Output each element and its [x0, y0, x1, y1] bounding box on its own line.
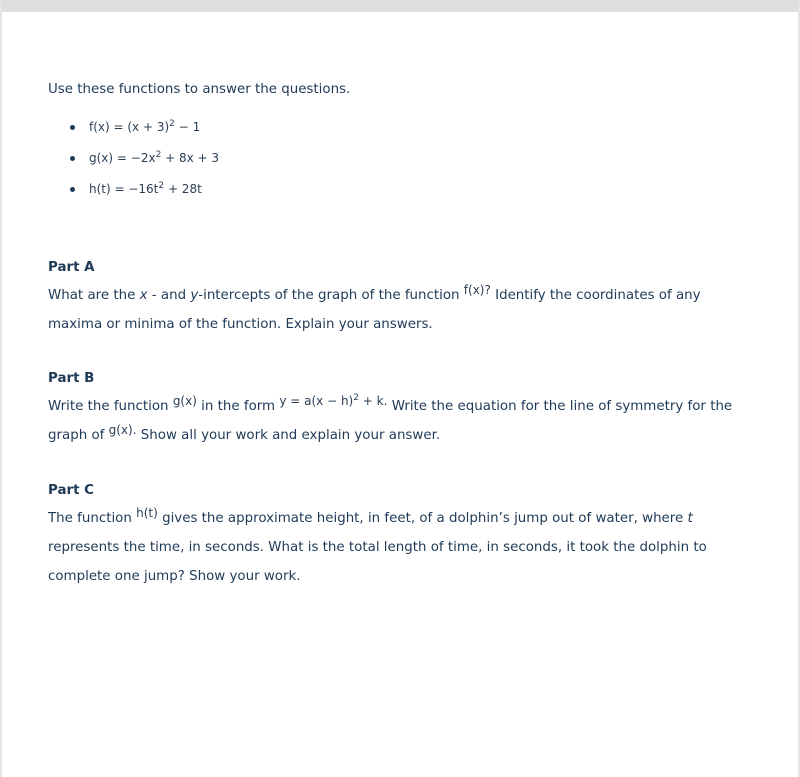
- function-item-f: [70, 112, 758, 143]
- part-c-title: Part C: [48, 483, 94, 498]
- function-f-exp: 2: [169, 119, 175, 129]
- part-b-math-form: [279, 394, 387, 408]
- part-b-form-exp: 2: [353, 393, 359, 403]
- part-a-text-2: - and: [147, 288, 191, 303]
- function-g-lhs: g(x) = −2x: [89, 151, 156, 165]
- part-b-math-gx-2: g(x).: [108, 423, 137, 437]
- part-c-var-t: t: [687, 511, 693, 526]
- part-b-text-4: Show all your work and explain your answer.: [136, 428, 441, 443]
- window-top-bar: [0, 0, 800, 12]
- part-a-var-x: x: [139, 288, 148, 303]
- part-c-body: [48, 504, 758, 591]
- function-item-h: [70, 174, 758, 205]
- bullet-icon: [70, 156, 75, 161]
- intro-text: Use these functions to answer the questions.: [48, 82, 351, 97]
- function-h-rhs: + 28t: [164, 182, 202, 196]
- part-b: [48, 366, 758, 450]
- part-a-text-3: -intercepts of the graph of the function: [198, 288, 464, 303]
- part-c-text-2: gives the approximate height, in feet, of a dolphin’s jump out of water, where: [157, 511, 688, 526]
- part-a: [48, 255, 758, 339]
- function-g-rhs: + 8x + 3: [161, 151, 220, 165]
- window-left-border: [0, 0, 2, 777]
- part-a-title: Part A: [48, 260, 95, 275]
- bullet-icon: [70, 187, 75, 192]
- part-a-body: [48, 281, 758, 339]
- function-f-lhs: f(x) = (x + 3): [89, 120, 170, 134]
- part-b-title: Part B: [48, 371, 95, 386]
- function-h-lhs: h(t) = −16t: [89, 182, 159, 196]
- part-b-body: [48, 392, 758, 450]
- part-b-text-3: Write the equation for the line of symmetry for the graph of: [48, 399, 733, 443]
- part-a-text-1: What are the: [48, 288, 140, 303]
- part-c-text-3: represents the time, in seconds. What is the total length of time, in seconds, it took the dolphin to complete one jump? Show your work.: [48, 540, 707, 584]
- function-g-exp: 2: [155, 150, 162, 160]
- part-b-math-gx: g(x): [172, 394, 197, 408]
- function-list: [48, 112, 758, 205]
- part-a-text-4: Identify the coordinates of any maxima or minima of the function. Explain your answers.: [48, 288, 701, 332]
- part-b-text-1: Write the function: [48, 399, 173, 414]
- question-content: [48, 78, 758, 584]
- part-c: [48, 478, 758, 591]
- part-a-math-fx: f(x)?: [463, 283, 491, 297]
- part-b-text-2: in the form: [196, 399, 280, 414]
- part-c-text-1: The function: [48, 511, 137, 526]
- part-c-math-ht: h(t): [136, 506, 158, 520]
- bullet-icon: [70, 125, 75, 130]
- part-b-form-rhs: + k.: [358, 394, 388, 408]
- part-a-var-y: y: [190, 288, 199, 303]
- function-item-g: [70, 143, 758, 174]
- function-h-exp: 2: [158, 181, 165, 191]
- function-f-rhs: − 1: [174, 120, 201, 134]
- part-b-form-lhs: y = a(x − h): [279, 394, 354, 408]
